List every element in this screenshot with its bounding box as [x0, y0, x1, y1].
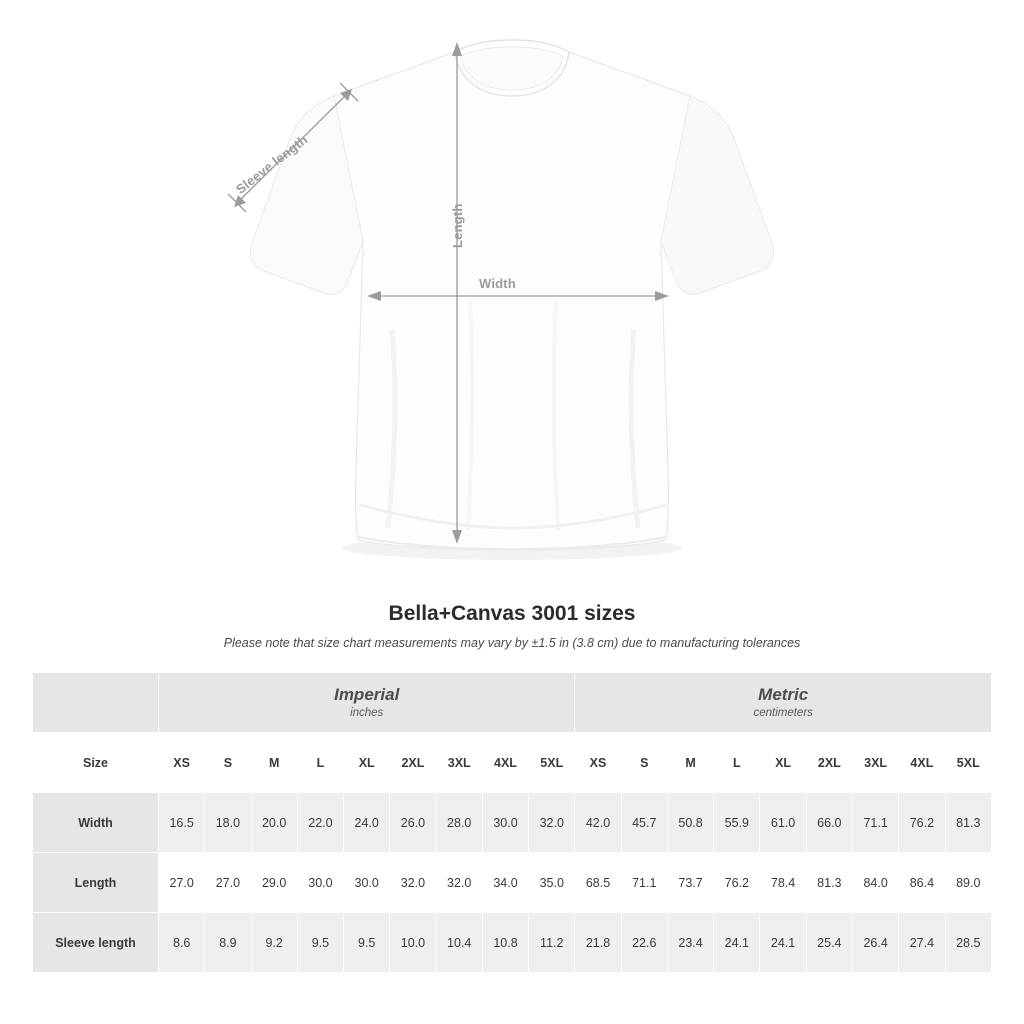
row-label-sleeve-length: Sleeve length	[33, 913, 159, 973]
size-col-imperial-xs: XS	[159, 733, 205, 793]
size-col-metric-2xl: 2XL	[806, 733, 852, 793]
cell-length-metric-xs: 68.5	[575, 853, 621, 913]
cell-width-imperial-3xl: 28.0	[436, 793, 482, 853]
size-col-metric-xl: XL	[760, 733, 806, 793]
cell-length-metric-l: 76.2	[714, 853, 760, 913]
cell-length-metric-xl: 78.4	[760, 853, 806, 913]
cell-sleeve-metric-4xl: 27.4	[899, 913, 945, 973]
cell-length-imperial-4xl: 34.0	[482, 853, 528, 913]
unit-sub-metric: centimeters	[753, 707, 813, 720]
cell-width-metric-s: 45.7	[621, 793, 667, 853]
cell-width-imperial-4xl: 30.0	[482, 793, 528, 853]
cell-width-metric-m: 50.8	[667, 793, 713, 853]
cell-sleeve-imperial-m: 9.2	[251, 913, 297, 973]
unit-sub-imperial: inches	[350, 707, 384, 720]
cell-width-metric-3xl: 71.1	[852, 793, 898, 853]
size-col-metric-5xl: 5XL	[945, 733, 991, 793]
cell-sleeve-metric-s: 22.6	[621, 913, 667, 973]
cell-sleeve-metric-xs: 21.8	[575, 913, 621, 973]
cell-width-imperial-l: 22.0	[297, 793, 343, 853]
row-label-length: Length	[33, 853, 159, 913]
cell-sleeve-imperial-5xl: 11.2	[529, 913, 575, 973]
cell-length-imperial-2xl: 32.0	[390, 853, 436, 913]
size-col-imperial-s: S	[205, 733, 251, 793]
cell-width-imperial-s: 18.0	[205, 793, 251, 853]
tolerance-note: Please note that size chart measurements may vary by ±1.5 in (3.8 cm) due to manufacturing tolerances	[223, 636, 801, 650]
size-col-imperial-xl: XL	[344, 733, 390, 793]
cell-sleeve-metric-m: 23.4	[667, 913, 713, 973]
unit-header-imperial	[159, 673, 575, 733]
size-col-metric-l: L	[714, 733, 760, 793]
cell-width-metric-2xl: 66.0	[806, 793, 852, 853]
unit-title-imperial: Imperial	[334, 684, 400, 704]
cell-width-imperial-2xl: 26.0	[390, 793, 436, 853]
table-row	[33, 913, 992, 973]
cell-width-imperial-5xl: 32.0	[529, 793, 575, 853]
cell-sleeve-imperial-4xl: 10.8	[482, 913, 528, 973]
cell-length-imperial-3xl: 32.0	[436, 853, 482, 913]
size-col-imperial-3xl: 3XL	[436, 733, 482, 793]
size-header-cell: Size	[33, 733, 159, 793]
size-table-wrapper	[32, 672, 992, 973]
cell-sleeve-imperial-xl: 9.5	[344, 913, 390, 973]
unit-header-row	[33, 673, 992, 733]
cell-sleeve-imperial-xs: 8.6	[159, 913, 205, 973]
cell-sleeve-metric-5xl: 28.5	[945, 913, 991, 973]
page-title: Bella+Canvas 3001 sizes	[388, 602, 636, 625]
cell-sleeve-imperial-l: 9.5	[297, 913, 343, 973]
cell-length-imperial-m: 29.0	[251, 853, 297, 913]
size-col-imperial-l: L	[297, 733, 343, 793]
cell-width-metric-l: 55.9	[714, 793, 760, 853]
cell-sleeve-imperial-2xl: 10.0	[390, 913, 436, 973]
cell-width-imperial-xl: 24.0	[344, 793, 390, 853]
cell-sleeve-metric-3xl: 26.4	[852, 913, 898, 973]
cell-sleeve-metric-xl: 24.1	[760, 913, 806, 973]
cell-length-metric-s: 71.1	[621, 853, 667, 913]
cell-sleeve-metric-2xl: 25.4	[806, 913, 852, 973]
unit-title-metric: Metric	[758, 684, 809, 704]
cell-width-metric-4xl: 76.2	[899, 793, 945, 853]
size-col-imperial-2xl: 2XL	[390, 733, 436, 793]
cell-length-metric-3xl: 84.0	[852, 853, 898, 913]
cell-length-metric-5xl: 89.0	[945, 853, 991, 913]
unit-header-metric	[575, 673, 992, 733]
table-row	[33, 793, 992, 853]
cell-length-imperial-5xl: 35.0	[529, 853, 575, 913]
cell-sleeve-metric-l: 24.1	[714, 913, 760, 973]
cell-length-metric-m: 73.7	[667, 853, 713, 913]
cell-width-metric-xl: 61.0	[760, 793, 806, 853]
size-chart-header	[0, 602, 1024, 650]
cell-length-imperial-xs: 27.0	[159, 853, 205, 913]
size-col-imperial-5xl: 5XL	[529, 733, 575, 793]
cell-sleeve-imperial-3xl: 10.4	[436, 913, 482, 973]
size-col-metric-s: S	[621, 733, 667, 793]
cell-width-metric-xs: 42.0	[575, 793, 621, 853]
size-col-imperial-m: M	[251, 733, 297, 793]
size-header-row	[33, 733, 992, 793]
size-col-imperial-4xl: 4XL	[482, 733, 528, 793]
size-col-metric-m: M	[667, 733, 713, 793]
size-col-metric-3xl: 3XL	[852, 733, 898, 793]
row-label-width: Width	[33, 793, 159, 853]
cell-sleeve-imperial-s: 8.9	[205, 913, 251, 973]
table-row	[33, 853, 992, 913]
sleeve-length-label: Sleeve length	[233, 131, 311, 197]
size-col-metric-xs: XS	[575, 733, 621, 793]
size-col-metric-4xl: 4XL	[899, 733, 945, 793]
cell-width-imperial-xs: 16.5	[159, 793, 205, 853]
table-corner-cell	[33, 673, 159, 733]
cell-width-imperial-m: 20.0	[251, 793, 297, 853]
cell-length-metric-2xl: 81.3	[806, 853, 852, 913]
size-table	[32, 672, 992, 973]
cell-length-metric-4xl: 86.4	[899, 853, 945, 913]
cell-length-imperial-s: 27.0	[205, 853, 251, 913]
cell-length-imperial-l: 30.0	[297, 853, 343, 913]
width-label: Width	[479, 276, 516, 291]
length-label: Length	[450, 203, 465, 248]
cell-length-imperial-xl: 30.0	[344, 853, 390, 913]
cell-width-metric-5xl: 81.3	[945, 793, 991, 853]
